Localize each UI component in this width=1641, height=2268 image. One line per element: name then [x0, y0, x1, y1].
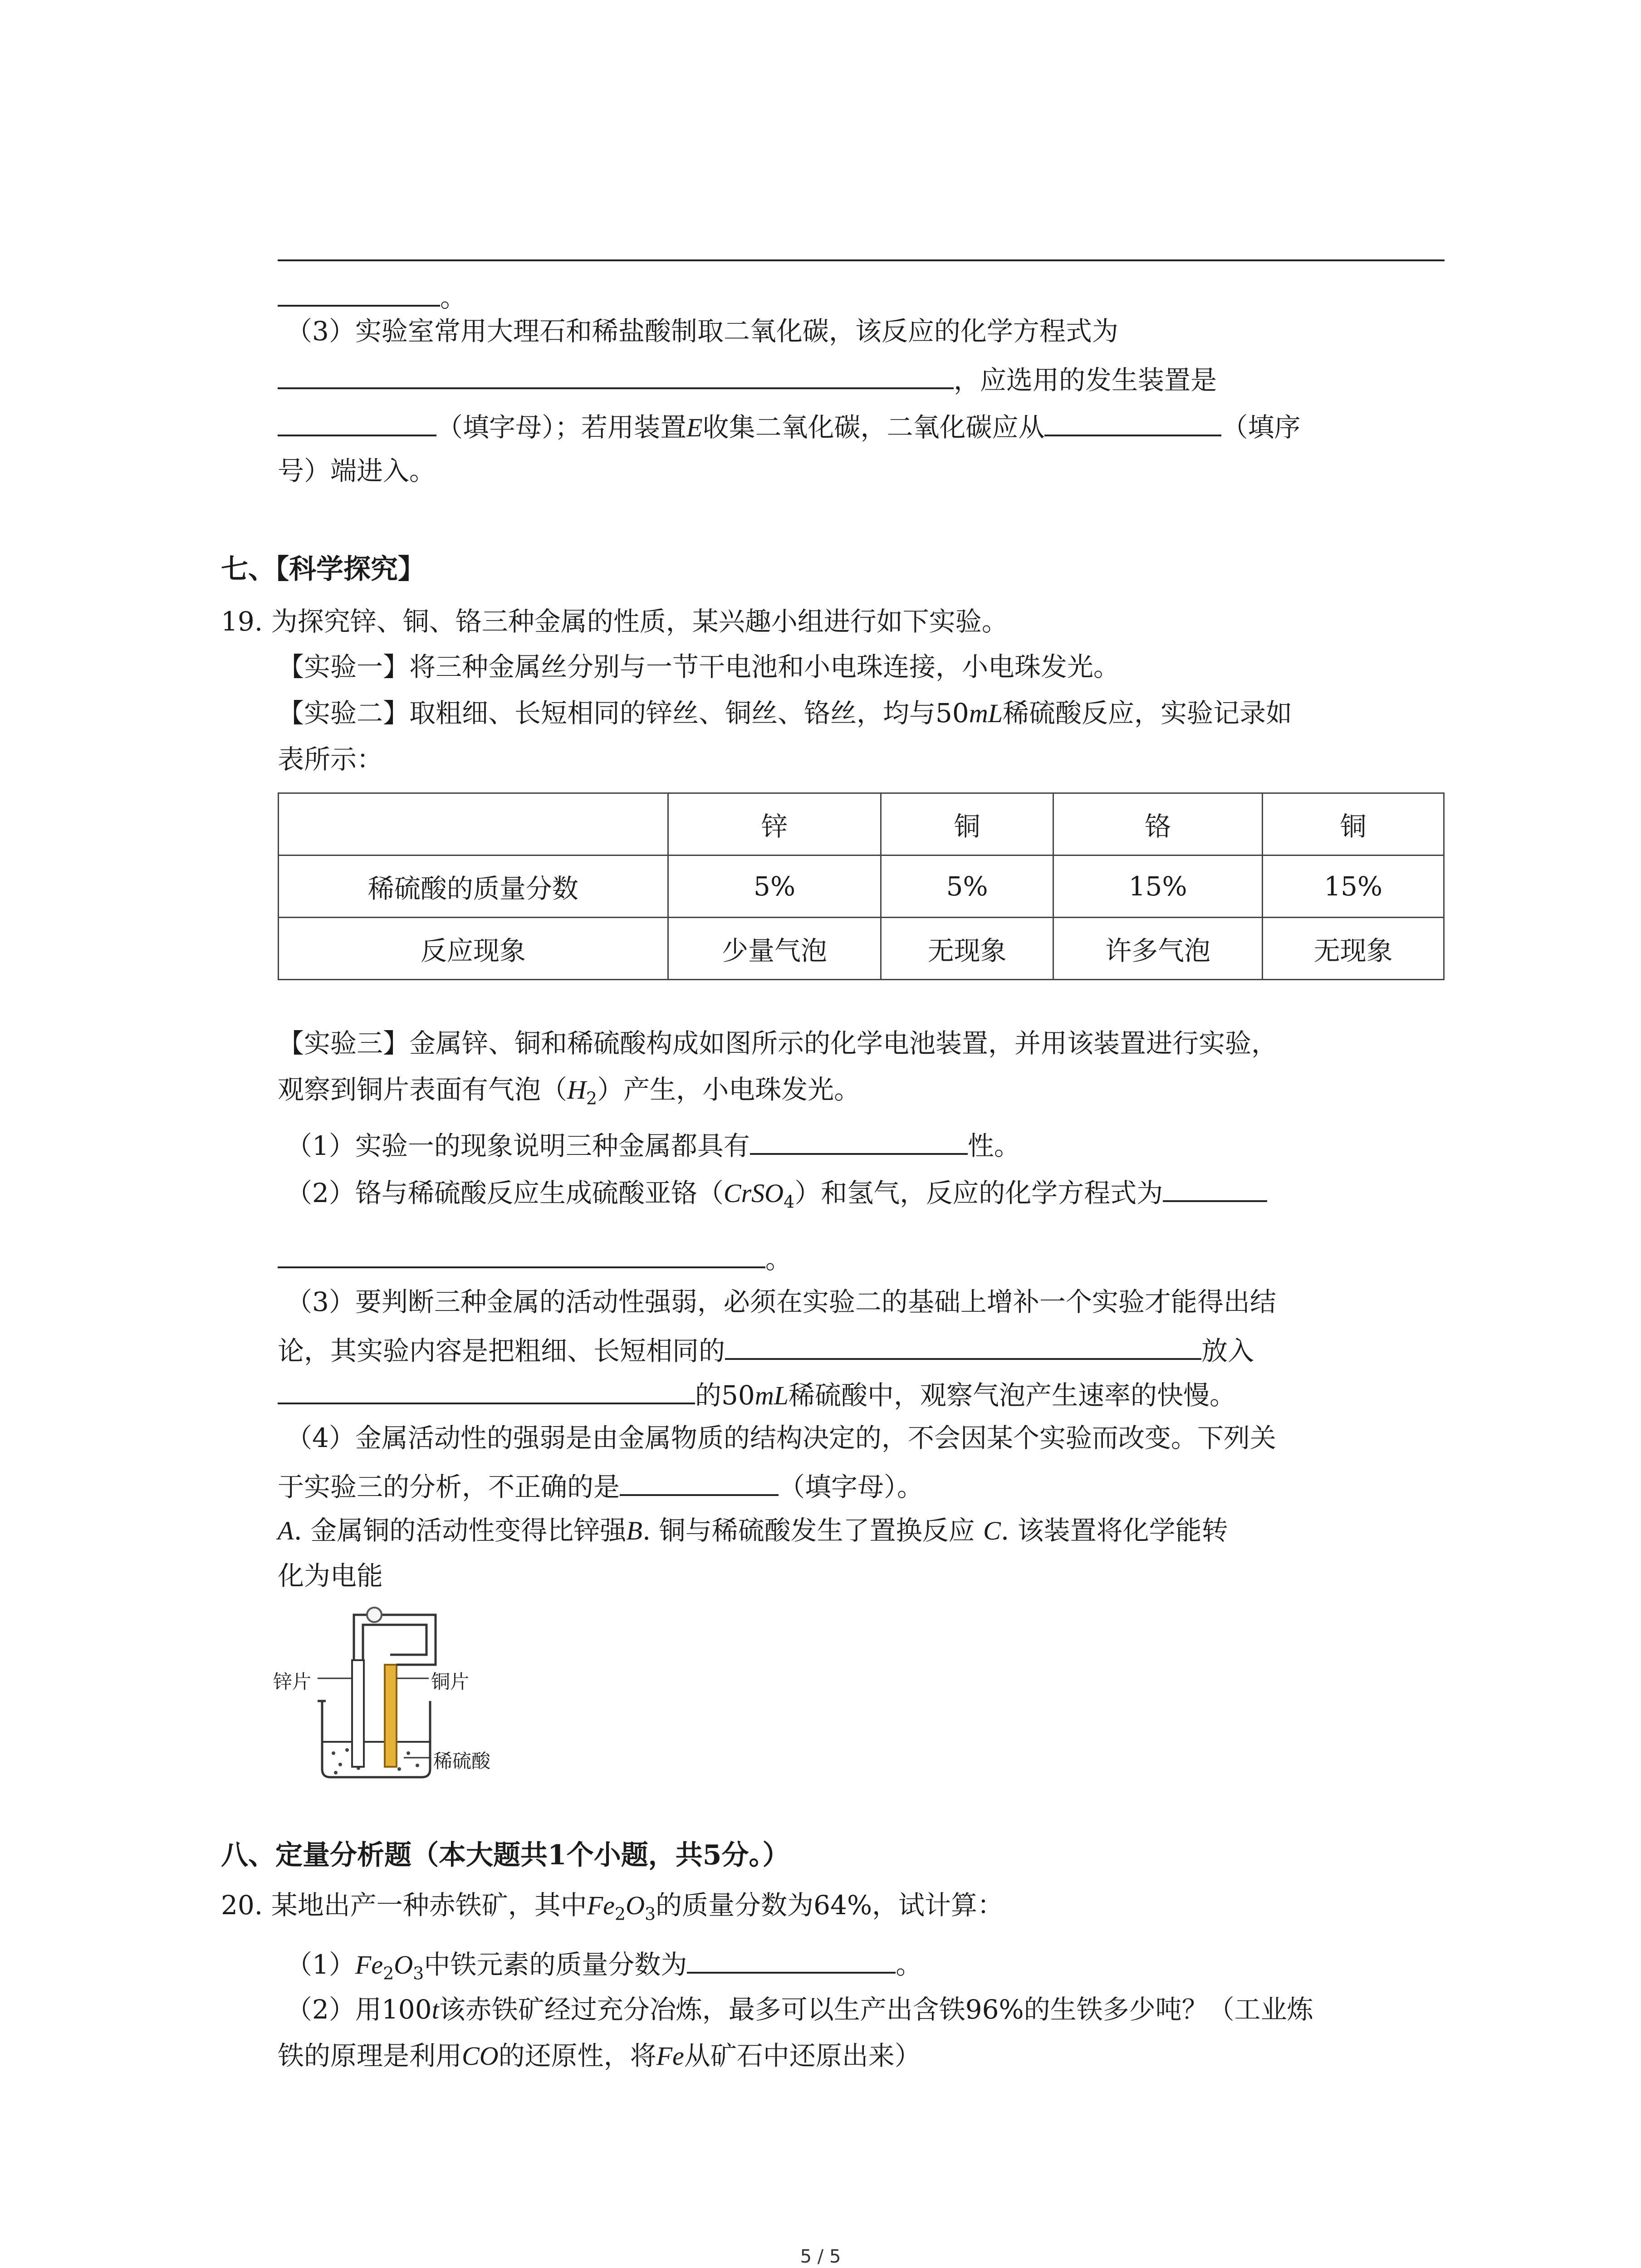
answer-blank	[278, 406, 436, 436]
table-cell: 少量气泡	[668, 918, 881, 980]
battery-figure	[272, 1597, 526, 1787]
q19-part3-line2: 论，其实验内容是把粗细、长短相同的 放入	[278, 1330, 1254, 1369]
table-cell: 铬	[1053, 793, 1263, 855]
copper-plate	[385, 1665, 397, 1767]
table-cell: 无现象	[881, 918, 1053, 980]
q19-exp3: 【实验三】金属锌、铜和稀硫酸构成如图所示的化学电池装置，并用该装置进行实验，	[278, 1028, 1278, 1059]
table-cell: 稀硫酸的质量分数	[279, 855, 668, 918]
copper-label: 铜片	[431, 1671, 470, 1693]
answer-blank	[278, 359, 954, 389]
results-table	[278, 792, 1445, 980]
answer-blank	[725, 1330, 1201, 1360]
answer-blank	[750, 1125, 968, 1155]
wire	[354, 1615, 436, 1665]
answer-blank	[1163, 1172, 1267, 1202]
answer-line-end: 。	[278, 277, 466, 316]
q18-part3-line2: ，应选用的发生装置是	[278, 359, 1217, 398]
answer-line	[278, 259, 1445, 261]
q19-part2: （2）铬与稀硫酸反应生成硫酸亚铬（CrSO$_4$）和氢气，反应的化学方程式为	[286, 1172, 1267, 1220]
q20-intro: 20. 某地出产一种赤铁矿，其中$Fe_2O_3$的质量分数为64%，试计算：	[221, 1890, 1004, 1924]
q19-part4-line2: 于实验三的分析，不正确的是 （填字母）。	[278, 1466, 923, 1505]
q20-part2: （2）用100t该赤铁矿经过充分冶炼，最多可以生产出含铁96%的生铁多少吨？（工业炼	[286, 1994, 1313, 2025]
table-cell: 5%	[668, 855, 881, 918]
acid-dots	[332, 1748, 419, 1774]
q19-part3: （3）要判断三种金属的活动性强弱，必须在实验二的基础上增补一个实验才能得出结	[286, 1286, 1276, 1317]
table-row	[279, 793, 1444, 855]
q18-part3-line3: （填字母）；若用装置E收集二氧化碳，二氧化碳应从 （填序	[278, 406, 1300, 446]
q19-exp2-end: 表所示：	[278, 744, 383, 775]
table-cell: 15%	[1053, 855, 1263, 918]
q18-part3-line1: （3）实验室常用大理石和稀盐酸制取二氧化碳，该反应的化学方程式为	[286, 316, 1118, 347]
table-cell: 许多气泡	[1053, 918, 1263, 980]
table-cell: 铜	[881, 793, 1053, 855]
zinc-label: 锌片	[273, 1671, 312, 1693]
answer-blank	[278, 277, 440, 307]
q19-intro: 19. 为探究锌、铜、铬三种金属的性质，某兴趣小组进行如下实验。	[221, 606, 1008, 637]
table-cell: 锌	[668, 793, 881, 855]
q19-part3-line3: 的50mL稀硫酸中，观察气泡产生速率的快慢。	[278, 1374, 1236, 1414]
table-cell: 铜	[1263, 793, 1444, 855]
zinc-plate	[352, 1660, 364, 1767]
table-row	[279, 918, 1444, 980]
q18-part3-line4: 号）端进入。	[278, 455, 436, 486]
table-cell: 反应现象	[279, 918, 668, 980]
q19-options-end: 化为电能	[278, 1560, 383, 1591]
table-cell: 15%	[1263, 855, 1444, 918]
answer-blank	[1044, 406, 1221, 436]
acid-label: 稀硫酸	[433, 1750, 491, 1772]
table-row	[279, 855, 1444, 918]
q20-part1: $(1)Fe_2O_3$中铁元素的质量分数为 。	[286, 1944, 922, 1992]
q19-part4: （4）金属活动性的强弱是由金属物质的结构决定的，不会因某个实验而改变。下列关	[286, 1422, 1276, 1453]
section-title: 七、【科学探究】	[221, 553, 425, 585]
table-cell: 无现象	[1263, 918, 1444, 980]
answer-blank	[278, 1374, 695, 1404]
beaker	[322, 1701, 430, 1777]
page-number: 5 / 5	[800, 2246, 841, 2267]
q20-part2-line2: 铁的原理是利用CO的还原性，将Fe从矿石中还原出来）	[278, 2040, 921, 2071]
q19-part1: （1）实验一的现象说明三种金属都具有 性。	[286, 1125, 1020, 1164]
q19-options: A. 金属铜的活动性变得比锌强B. 铜与稀硫酸发生了置换反应 C. 该装置将化学能转	[278, 1515, 1228, 1546]
table-cell	[279, 793, 668, 855]
bulb-icon	[367, 1608, 382, 1622]
q19-exp2: 【实验二】取粗细、长短相同的锌丝、铜丝、铬丝，均与50mL稀硫酸反应，实验记录如	[278, 698, 1292, 728]
table-cell: 5%	[881, 855, 1053, 918]
answer-blank	[278, 1238, 765, 1268]
q19-exp3-line2: 观察到铜片表面有气泡$(H_2)$产生，小电珠发光。	[278, 1074, 861, 1109]
answer-blank	[687, 1944, 896, 1974]
q19-exp1: 【实验一】将三种金属丝分别与一节干电池和小电珠连接，小电珠发光。	[278, 651, 1120, 682]
section-title: 八、定量分析题（本大题共1个小题，共5分。）	[221, 1839, 790, 1871]
answer-blank	[620, 1466, 779, 1496]
q19-part2-end: 。	[278, 1238, 792, 1277]
